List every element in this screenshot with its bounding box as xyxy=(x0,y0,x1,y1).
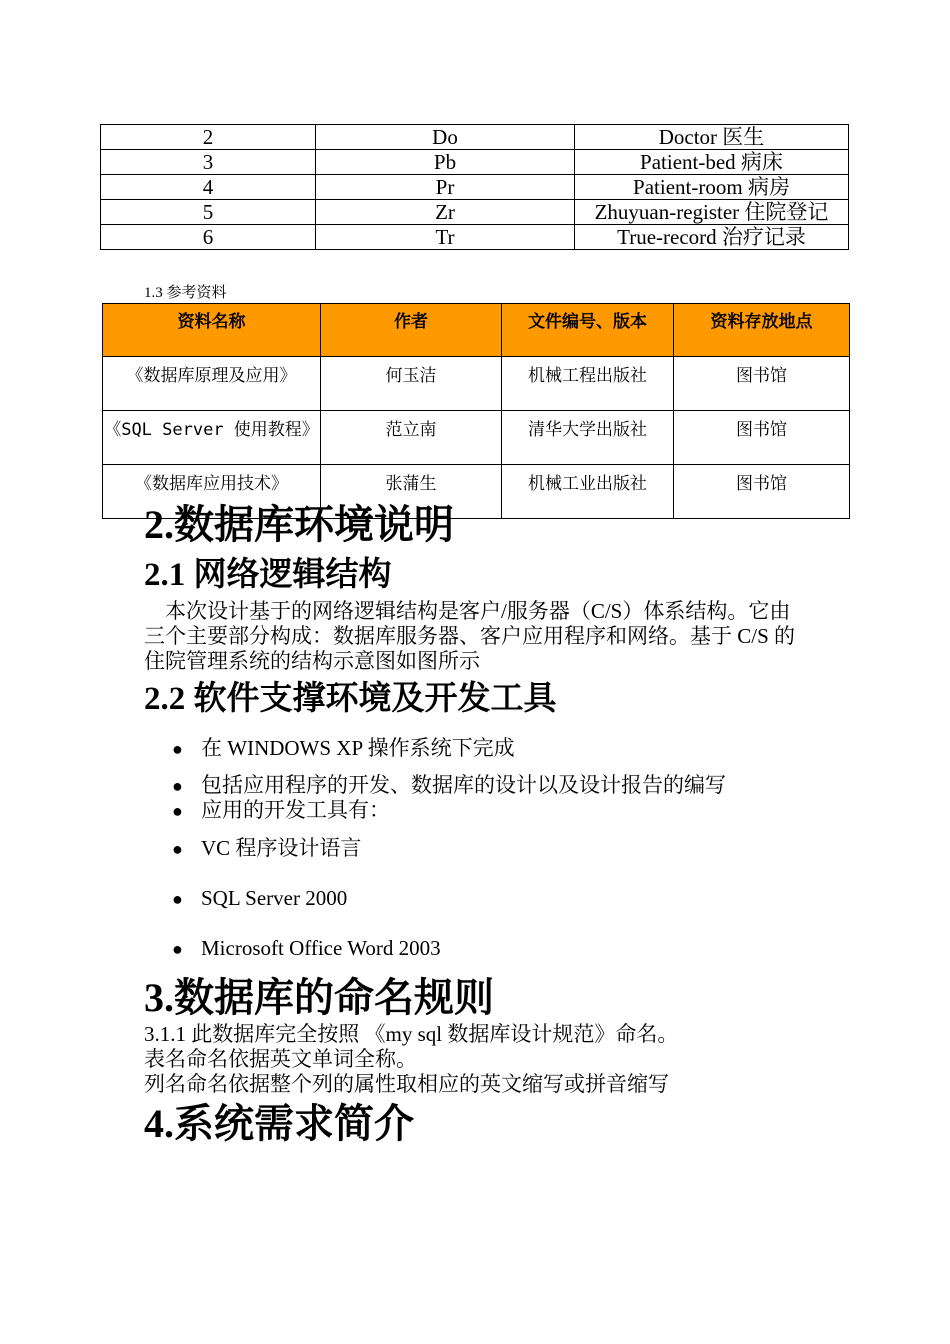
table-cell: True-record 治疗记录 xyxy=(575,225,849,250)
list-item xyxy=(172,885,347,912)
list-item-text: 包括应用程序的开发、数据库的设计以及设计报告的编写 xyxy=(201,773,726,797)
table-cell: 清华大学出版社 xyxy=(502,411,674,465)
table-cell: Doctor 医生 xyxy=(575,125,849,150)
paragraph-line: 三个主要部分构成：数据库服务器、客户应用程序和网络。基于 C/S 的 xyxy=(144,624,796,648)
column-header: 资料存放地点 xyxy=(674,304,850,357)
references-caption: 1.3 参考资料 xyxy=(144,285,227,301)
table-cell: 图书馆 xyxy=(674,411,850,465)
table-cell: Patient-room 病房 xyxy=(575,175,849,200)
paragraph-line: 本次设计基于的网络逻辑结构是客户/服务器（C/S）体系结构。它由 xyxy=(144,599,791,623)
section-2-2-heading: 2.2 软件支撑环境及开发工具 xyxy=(144,681,557,717)
list-item-text: Microsoft Office Word 2003 xyxy=(201,936,441,960)
naming-rule-line: 列名命名依据整个列的属性取相应的英文缩写或拼音缩写 xyxy=(144,1072,669,1096)
section-3-heading: 3.数据库的命名规则 xyxy=(144,975,494,1020)
table-cell: Patient-bed 病床 xyxy=(575,150,849,175)
table-row xyxy=(101,125,849,150)
list-item-text: SQL Server 2000 xyxy=(201,886,348,910)
bullet-icon: ● xyxy=(172,801,183,821)
table-row xyxy=(103,357,850,411)
table-row xyxy=(101,175,849,200)
table-cell: 《SQL Server 使用教程》 xyxy=(103,411,321,465)
list-item xyxy=(172,797,390,824)
table-cell: Do xyxy=(316,125,575,150)
table-cell: 4 xyxy=(101,175,316,200)
table-cell: 图书馆 xyxy=(674,357,850,411)
table-cell: 张蒲生 xyxy=(321,465,502,519)
table-cell: Zr xyxy=(316,200,575,225)
naming-rule-line: 表名命名依据英文单词全称。 xyxy=(144,1047,417,1071)
list-item xyxy=(172,835,361,862)
naming-rule-line: 3.1.1 此数据库完全按照 《my sql 数据库设计规范》命名。 xyxy=(144,1022,679,1046)
references-table xyxy=(102,303,850,519)
section-2-1-heading: 2.1 网络逻辑结构 xyxy=(144,557,392,593)
paragraph-line: 住院管理系统的结构示意图如图所示 xyxy=(144,649,480,673)
list-item xyxy=(172,935,441,962)
table-row xyxy=(101,225,849,250)
bullet-icon: ● xyxy=(172,889,183,909)
section-2-heading: 2.数据库环境说明 xyxy=(144,502,454,547)
list-item-text: VC 程序设计语言 xyxy=(201,836,362,860)
table-cell: 何玉洁 xyxy=(321,357,502,411)
table-cell: 3 xyxy=(101,150,316,175)
bullet-icon: ● xyxy=(172,839,183,859)
bullet-icon: ● xyxy=(172,776,183,796)
column-header: 作者 xyxy=(321,304,502,357)
table-cell: Pr xyxy=(316,175,575,200)
table-cell: 机械工程出版社 xyxy=(502,357,674,411)
table-header-row xyxy=(103,304,850,357)
table-cell: Tr xyxy=(316,225,575,250)
table-row xyxy=(103,411,850,465)
table-cell: 范立南 xyxy=(321,411,502,465)
list-item xyxy=(172,735,515,762)
table-row xyxy=(101,150,849,175)
bullet-icon: ● xyxy=(172,739,183,759)
table-row xyxy=(101,200,849,225)
list-item-text: 在 WINDOWS XP 操作系统下完成 xyxy=(201,736,515,760)
section-2-1-paragraph xyxy=(144,599,824,674)
bullet-icon: ● xyxy=(172,939,183,959)
table-cell: 图书馆 xyxy=(674,465,850,519)
table-cell: 《数据库应用技术》 xyxy=(103,465,321,519)
table-cell: Zhuyuan-register 住院登记 xyxy=(575,200,849,225)
table-cell: Pb xyxy=(316,150,575,175)
list-item-text: 应用的开发工具有： xyxy=(201,798,390,822)
table-cell: 《数据库原理及应用》 xyxy=(103,357,321,411)
abbreviation-table xyxy=(100,124,849,250)
section-4-heading: 4.系统需求简介 xyxy=(144,1101,414,1146)
list-item xyxy=(172,772,726,799)
table-cell: 机械工业出版社 xyxy=(502,465,674,519)
table-cell: 5 xyxy=(101,200,316,225)
table-cell: 6 xyxy=(101,225,316,250)
column-header: 文件编号、版本 xyxy=(502,304,674,357)
table-cell: 2 xyxy=(101,125,316,150)
column-header: 资料名称 xyxy=(103,304,321,357)
